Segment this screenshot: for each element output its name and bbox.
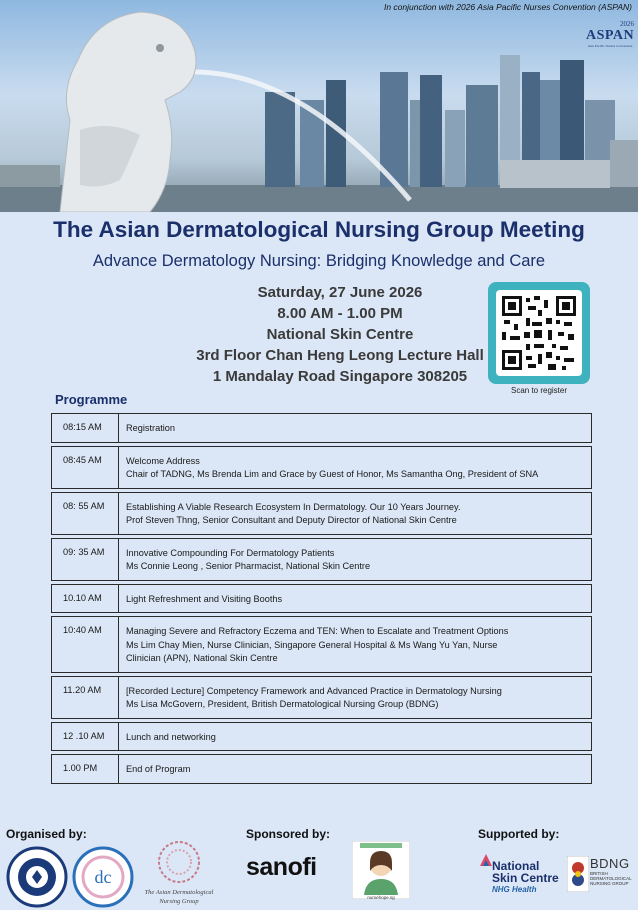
programme-row — [51, 446, 592, 489]
dermatology-nurses-chapter-logo-icon — [70, 846, 136, 908]
programme-time: 08:15 AM — [52, 414, 119, 442]
programme-time: 10.10 AM — [52, 585, 119, 613]
programme-content — [119, 617, 591, 672]
programme-time: 1.00 PM — [52, 755, 119, 783]
aspan-logo — [586, 20, 634, 48]
programme-time: 10:40 AM — [52, 617, 119, 672]
event-address: 1 Mandalay Road Singapore 308205 — [212, 368, 468, 385]
programme-line: Establishing A Viable Research Ecosystem In Dermatology. Our 10 Years Journey. — [126, 501, 461, 512]
programme-content — [119, 414, 591, 442]
programme-line: Chair of TADNG, Ms Brenda Lim and Grace by Guest of Honor, Ms Samantha Ong, President of SNA — [126, 469, 539, 479]
programme-line: Ms Connie Leong , Senior Pharmacist, National Skin Centre — [126, 561, 371, 571]
header-banner — [0, 0, 638, 212]
aspan-subtitle: Asia Pacific Nurses Convention — [587, 44, 633, 48]
registration-qr-code[interactable] — [488, 282, 590, 384]
programme-row — [51, 722, 592, 752]
programme-time: 11.20 AM — [52, 677, 119, 718]
programme-line: Lunch and networking — [126, 731, 216, 742]
national-skin-centre-logo — [492, 860, 559, 896]
programme-content — [119, 755, 591, 783]
event-details — [140, 282, 540, 387]
programme-line: Ms Lim Chay Mien, Nurse Clinician, Singapore General Hospital & Ms Wang Yu Yan, Nurse — [126, 639, 498, 650]
nsc-name: National Skin Centre — [492, 859, 559, 885]
programme-time: 08: 55 AM — [52, 493, 119, 534]
programme-row — [51, 676, 592, 719]
bdng-logo-icon — [567, 856, 589, 892]
event-venue: National Skin Centre — [266, 326, 414, 343]
event-date: Saturday, 27 June 2026 — [257, 284, 423, 301]
programme-content — [119, 493, 591, 534]
programme-content — [119, 447, 591, 488]
event-hall: 3rd Floor Chan Heng Leong Lecture Hall — [196, 347, 484, 364]
programme-line: Clinician (APN), National Skin Centre — [126, 653, 278, 663]
svg-text:dc: dc — [94, 867, 112, 887]
programme-line: Light Refreshment and Visiting Booths — [126, 593, 283, 604]
programme-content — [119, 585, 591, 613]
programme-row — [51, 616, 592, 673]
bdng-logo — [590, 856, 632, 886]
programme-heading: Programme — [55, 392, 128, 407]
aspan-year: 2026 — [620, 20, 634, 28]
svg-text:Nursing Group: Nursing Group — [159, 898, 199, 905]
programme-time: 12 .10 AM — [52, 723, 119, 751]
programme-time: 09: 35 AM — [52, 539, 119, 580]
programme-line: Registration — [126, 423, 176, 433]
event-time: 8.00 AM - 1.00 PM — [277, 305, 403, 322]
programme-row — [51, 584, 592, 614]
programme-row — [51, 414, 592, 443]
event-subtitle: Advance Dermatology Nursing: Bridging Knowledge and Care — [92, 252, 546, 270]
programme-line: Ms Lisa McGovern, President, British Dermatological Nursing Group (BDNG) — [126, 699, 439, 709]
singapore-nurses-association-logo-icon — [6, 846, 68, 908]
event-title: The Asian Dermatological Nursing Group Meeting — [53, 217, 585, 242]
programme-content — [119, 539, 591, 580]
programme-content — [119, 677, 591, 718]
bdng-name: BDNG — [590, 856, 630, 871]
svg-text:The Asian Dermatological: The Asian Dermatological — [144, 889, 214, 896]
qr-caption: Scan to register — [510, 386, 568, 395]
programme-line: [Recorded Lecture] Competency Framework and Advanced Practice in Dermatology Nursing — [126, 685, 502, 696]
programme-line: End of Program — [126, 764, 191, 774]
programme-content — [119, 723, 591, 751]
programme-line: Prof Steven Thng, Senior Consultant and Deputy Director of National Skin Centre — [126, 515, 457, 525]
programme-line: Managing Severe and Refractory Eczema and TEN: When to Escalate and Treatment Options — [126, 626, 509, 636]
programme-line: Welcome Address — [126, 455, 200, 466]
bdng-subtext: BRITISH DERMATOLOGICAL NURSING GROUP — [590, 871, 632, 886]
singapore-skyline-image — [0, 0, 638, 212]
nursehope-logo-icon — [352, 841, 410, 899]
supported-by-label: Supported by: — [478, 827, 560, 841]
organised-by-label: Organised by: — [6, 827, 87, 841]
programme-row — [51, 538, 592, 581]
nursehope-caption: nursehope.sg — [367, 895, 395, 900]
asian-dermatological-nursing-group-logo-icon — [144, 836, 214, 910]
programme-row — [51, 754, 592, 784]
programme-line: Innovative Compounding For Dermatology Patients — [126, 547, 335, 558]
qr-code-icon — [502, 296, 576, 370]
conjunction-text: In conjunction with 2026 Asia Pacific Nurses Convention (ASPAN) — [383, 2, 632, 12]
aspan-name: ASPAN — [586, 28, 635, 43]
programme-time: 08:45 AM — [52, 447, 119, 488]
nsc-subtext: NHG Health — [492, 885, 537, 894]
sponsored-by-label: Sponsored by: — [246, 827, 331, 841]
programme-table — [51, 413, 592, 787]
sanofi-logo-icon: sanofi — [246, 853, 317, 881]
programme-row — [51, 492, 592, 535]
